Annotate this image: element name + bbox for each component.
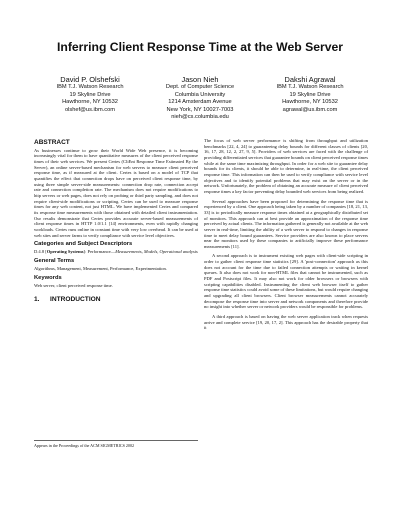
author-affiliation-line: New York, NY 10027-7003 — [166, 106, 234, 113]
keywords-text: Web server, client perceived response time. — [34, 282, 113, 288]
body-paragraph: A third approach is based on having the web server application track when requests arrive and complete service [19, 20, 17, 2]. This approach has the desirable property that it — [204, 314, 368, 331]
author-affiliation-line: IBM T.J. Watson Research — [276, 84, 344, 90]
author-block-2 — [140, 75, 260, 122]
abstract-heading: ABSTRACT — [34, 139, 70, 146]
author-affiliation-line: Dept. of Computer Science — [165, 84, 235, 90]
author-block-3 — [250, 75, 370, 114]
paper-title: Inferring Client Response Time at the Web Server — [56, 40, 344, 54]
section-title: INTRODUCTION — [50, 295, 101, 303]
right-column — [204, 138, 368, 335]
author-affiliation-line: Hawthorne, NY 10532 — [62, 99, 118, 106]
author-email: agrawal@us.ibm.com — [282, 106, 338, 113]
author-name: Jason Nieh — [181, 75, 219, 84]
body-paragraph: A second approach is to instrument existing web pages with client-side scripting in order to gather client response time statistics [29]. A 'post-connection' approach as this does not account for the time due to failed connection attempts or waiting in kernel queues. It also does not work for non-HTML files that cannot be instrumented, such as PDF and Postscript files. It may also not work for older browsers or browsers with scripting capabilities disabled. Instrumenting the client web browser itself to gather response time statistics could avoid some of these limitations, but would require changing and upgrading all client browsers. Client browser measurements cannot accurately decompose the response time into server and network components and therefore provide no insight into whether server or network providers would be responsible for problems. — [204, 253, 368, 310]
body-paragraph: The focus of web server performance is shifting from throughput and utilization benchmarks [22, 4, 24] to guaranteeing delay bounds for different classes of clients [20, 16, 17, 28, 12, 2, 27, 9, 5]. Providers of web services are faced with the challenge of providing differentiated services that guarantee bounds on client perceived response times while at the same time maximizing throughput. In order for a web site to guarantee delay bounds for its clients, it should be able to determine, in real-time, the client perceived response time. This information can then be used to verify compliance with service level objectives and to identify potential problems that may exist on the server or in the network. Unfortunately, the problem of obtaining an accurate measure of client perceived response times a key factor preventing delay bounded web services from being realized. — [204, 138, 368, 194]
category-system: Operating Systems — [46, 249, 84, 255]
category-code: D.4.8 [ — [34, 249, 47, 255]
abstract-text: As businesses continue to grow their World Wide Web presence, it is becoming increasingly vital for them to have quantitative measures of the client perceived response times of their web services. We present Certes (CliEnt Response Time Estimated By the Server), an online server-based mechanism for web servers to measure client perceived response time, as if measured at the client. Certes is based on a model of TCP that quantifies the effect that connection drops have on perceived client response time, by using three simple server-side measurements: connection drop rate, connection accept rate and connection completion rate. The mechanism does not require modifications to http servers or web pages, does not rely on probing or third party sampling, and does not require client-side modifications or scripting. Certes can be used to measure response times for any web content, not just HTML. We have implemented Certes and compared its response time measurements with those obtained with detailed client instrumentation. Our results demonstrate that Certes provides accurate server-based measurements of client response times in HTTP 1.0/1.1 [14] environments, even with rapidly changing workloads. Certes runs online in constant time with very low overhead. It can be used at web sites and server farms to verify compliance with service level objectives. — [34, 147, 198, 238]
author-affiliation-line: 19 Skyline Drive — [69, 91, 111, 98]
keywords-heading: Keywords — [34, 274, 62, 281]
author-name: Dakshi Agrawal — [284, 75, 336, 84]
author-email: nieh@cs.columbia.edu — [171, 114, 229, 121]
author-affiliation-line: 19 Skyline Drive — [289, 91, 331, 98]
author-name: David P. Olshefski — [60, 75, 120, 84]
categories-heading: Categories and Subject Descriptors — [34, 241, 133, 248]
author-affiliation-line: IBM T.J. Watson Research — [56, 84, 124, 90]
categories-text — [34, 249, 198, 255]
section-number: 1. — [34, 295, 40, 303]
category-performance: ]: Performance— — [83, 249, 116, 255]
body-paragraph: Several approaches have been proposed for determining the response time that is experienced by a client. One approach being taken by a number of companies [18, 21, 13, 33] is to periodically measure response times obtained at a geographically distributed set of monitors. This approach can at best provide an approximation of the response time perceived by actual clients. The information gathered is generally not available at the web server in real-time, limiting the ability of a web server to respond to changes in response time to meet delay bound guarantees. Service providers are also known to place servers near the monitors used by these companies to artificially improve these performance measurements [11]. — [204, 198, 368, 249]
introduction-heading — [34, 297, 198, 303]
author-affiliation-line: Columbia University — [174, 91, 226, 98]
terms-text: Algorithms, Management, Measurement, Performance, Experimentation. — [34, 266, 167, 272]
author-block-1 — [30, 75, 150, 114]
category-subjects: Measurements, Models, Operational analysis — [115, 249, 198, 255]
author-email: olshef@us.ibm.com — [64, 106, 116, 113]
author-affiliation-line: Hawthorne, NY 10532 — [282, 99, 338, 106]
terms-heading: General Terms — [34, 257, 75, 264]
author-affiliation-line: 1214 Amsterdam Avenue — [168, 99, 232, 106]
footnote: Appears in the Proceedings of the ACM SIGMETRICS 2002 — [34, 440, 198, 448]
left-column — [34, 140, 198, 302]
